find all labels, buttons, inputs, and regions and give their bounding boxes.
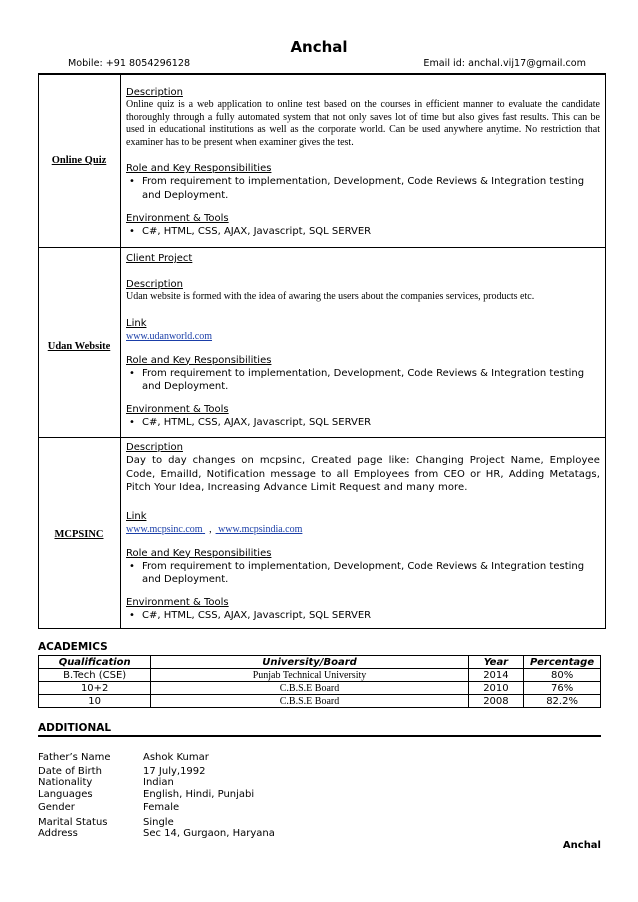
table-cell: 10	[39, 695, 151, 708]
project-description: Udan website is formed with the idea of awaring the users about the companies services, products etc.	[126, 291, 535, 302]
roles-bullet: • From requirement to implementation, Development, Code Reviews & Integration testing and Deployment.	[129, 176, 585, 201]
description-heading: Description	[126, 442, 183, 453]
udan-website-link[interactable]: www.udanworld.com	[126, 330, 213, 342]
detail-label: Father’s Name	[38, 752, 111, 763]
description-heading: Description	[126, 279, 183, 290]
projects-bottom-border	[38, 628, 606, 629]
detail-value: Indian	[143, 777, 174, 788]
roles-heading: Role and Key Responsibilities	[126, 547, 272, 559]
detail-value: Sec 14, Gurgaon, Haryana	[143, 828, 275, 839]
detail-label: Date of Birth	[38, 766, 102, 777]
roles-heading: Role and Key Responsibilities	[126, 163, 272, 175]
table-cell: Punjab Technical University	[151, 669, 468, 682]
detail-value: 17 July,1992	[143, 766, 206, 777]
table-cell: C.B.S.E Board	[151, 695, 468, 708]
column-header: Qualification	[39, 656, 151, 669]
project-name-udan-website: Udan Website	[47, 341, 111, 352]
detail-value: Female	[143, 802, 180, 813]
additional-heading: ADDITIONAL	[38, 722, 601, 737]
detail-label: Marital Status	[38, 817, 108, 828]
projects-table	[38, 73, 606, 629]
project-details-online-quiz	[126, 86, 600, 238]
table-cell: 2010	[468, 682, 524, 695]
table-cell: C.B.S.E Board	[151, 682, 468, 695]
link-row	[126, 523, 600, 536]
table-row	[39, 682, 601, 695]
project-name-mcpsinc: MCPSINC	[54, 529, 104, 540]
environment-bullet: • C#, HTML, CSS, AJAX, Javascript, SQL SERVER	[129, 609, 372, 621]
detail-label: Gender	[38, 802, 75, 813]
projects-left-border	[38, 73, 39, 629]
environment-heading: Environment & Tools	[126, 596, 229, 608]
roles-bullet: • From requirement to implementation, Development, Code Reviews & Integration testing and Deployment.	[129, 367, 585, 393]
environment-bullet: • C#, HTML, CSS, AJAX, Javascript, SQL SERVER	[129, 416, 372, 428]
table-cell: 2014	[468, 669, 524, 682]
environment-heading: Environment & Tools	[126, 403, 229, 415]
table-cell: 76%	[524, 682, 601, 695]
project-details-mcpsinc	[126, 441, 600, 623]
footer-name: Anchal	[562, 840, 601, 851]
projects-right-border	[605, 73, 606, 629]
detail-value: Single	[143, 817, 174, 828]
detail-label: Languages	[38, 789, 93, 800]
email-address: Email id: anchal.vij17@gmail.com	[423, 58, 586, 69]
projects-top-border	[38, 73, 606, 75]
roles-heading: Role and Key Responsibilities	[126, 354, 272, 366]
projects-column-divider	[120, 73, 121, 629]
link-heading: Link	[126, 510, 147, 522]
environment-heading: Environment & Tools	[126, 212, 229, 224]
table-header-row	[39, 656, 601, 669]
detail-label: Nationality	[38, 777, 93, 788]
description-heading: Description	[126, 87, 183, 98]
project-description: Online quiz is a web application to online test based on the courses in efficient manner to evaluate the candidate thoroughly through a fully automated system that not only saves lot of time but also gives fast results. This can be used in educational institutions as well as the corporate world. Can be used anywhere anytime. No restriction that examiner has to be present when examiner gives the test.	[126, 99, 600, 148]
table-row	[39, 695, 601, 708]
project-row-separator	[38, 437, 606, 438]
resume-name: Anchal	[290, 38, 348, 56]
table-cell: B.Tech (CSE)	[39, 669, 151, 682]
roles-bullet: • From requirement to implementation, Development, Code Reviews & Integration testing and Deployment.	[129, 560, 585, 586]
column-header: Year	[468, 656, 524, 669]
table-cell: 82.2%	[524, 695, 601, 708]
detail-value: Ashok Kumar	[143, 752, 209, 763]
mobile-number: Mobile: +91 8054296128	[68, 58, 191, 69]
table-cell: 2008	[468, 695, 524, 708]
mcpsindia-link[interactable]: www.mcpsindia.com	[218, 523, 303, 535]
table-cell: 80%	[524, 669, 601, 682]
column-header: University/Board	[151, 656, 468, 669]
environment-bullet: • C#, HTML, CSS, AJAX, Javascript, SQL SERVER	[129, 225, 372, 237]
link-separator: ,	[209, 523, 212, 535]
project-name-online-quiz: Online Quiz	[51, 155, 107, 166]
table-cell: 10+2	[39, 682, 151, 695]
client-project-heading: Client Project	[126, 253, 193, 264]
academics-table	[38, 655, 601, 708]
academics-heading: ACADEMICS	[38, 641, 108, 653]
detail-label: Address	[38, 828, 78, 839]
project-description: Day to day changes on mcpsinc, Created page like: Changing Project Name, Employee Code, EmailId, Notification message to all Employees from CEO or HR, Adding Metatags, Pitch Your Idea, Increasing Advance Limit Request and many more.	[126, 455, 600, 494]
project-row-separator	[38, 247, 606, 248]
project-details-udan-website	[126, 252, 600, 429]
column-header: Percentage	[524, 656, 601, 669]
detail-value: English, Hindi, Punjabi	[143, 789, 255, 800]
link-heading: Link	[126, 317, 147, 329]
table-row	[39, 669, 601, 682]
mcpsinc-link[interactable]: www.mcpsinc.com	[126, 523, 203, 535]
